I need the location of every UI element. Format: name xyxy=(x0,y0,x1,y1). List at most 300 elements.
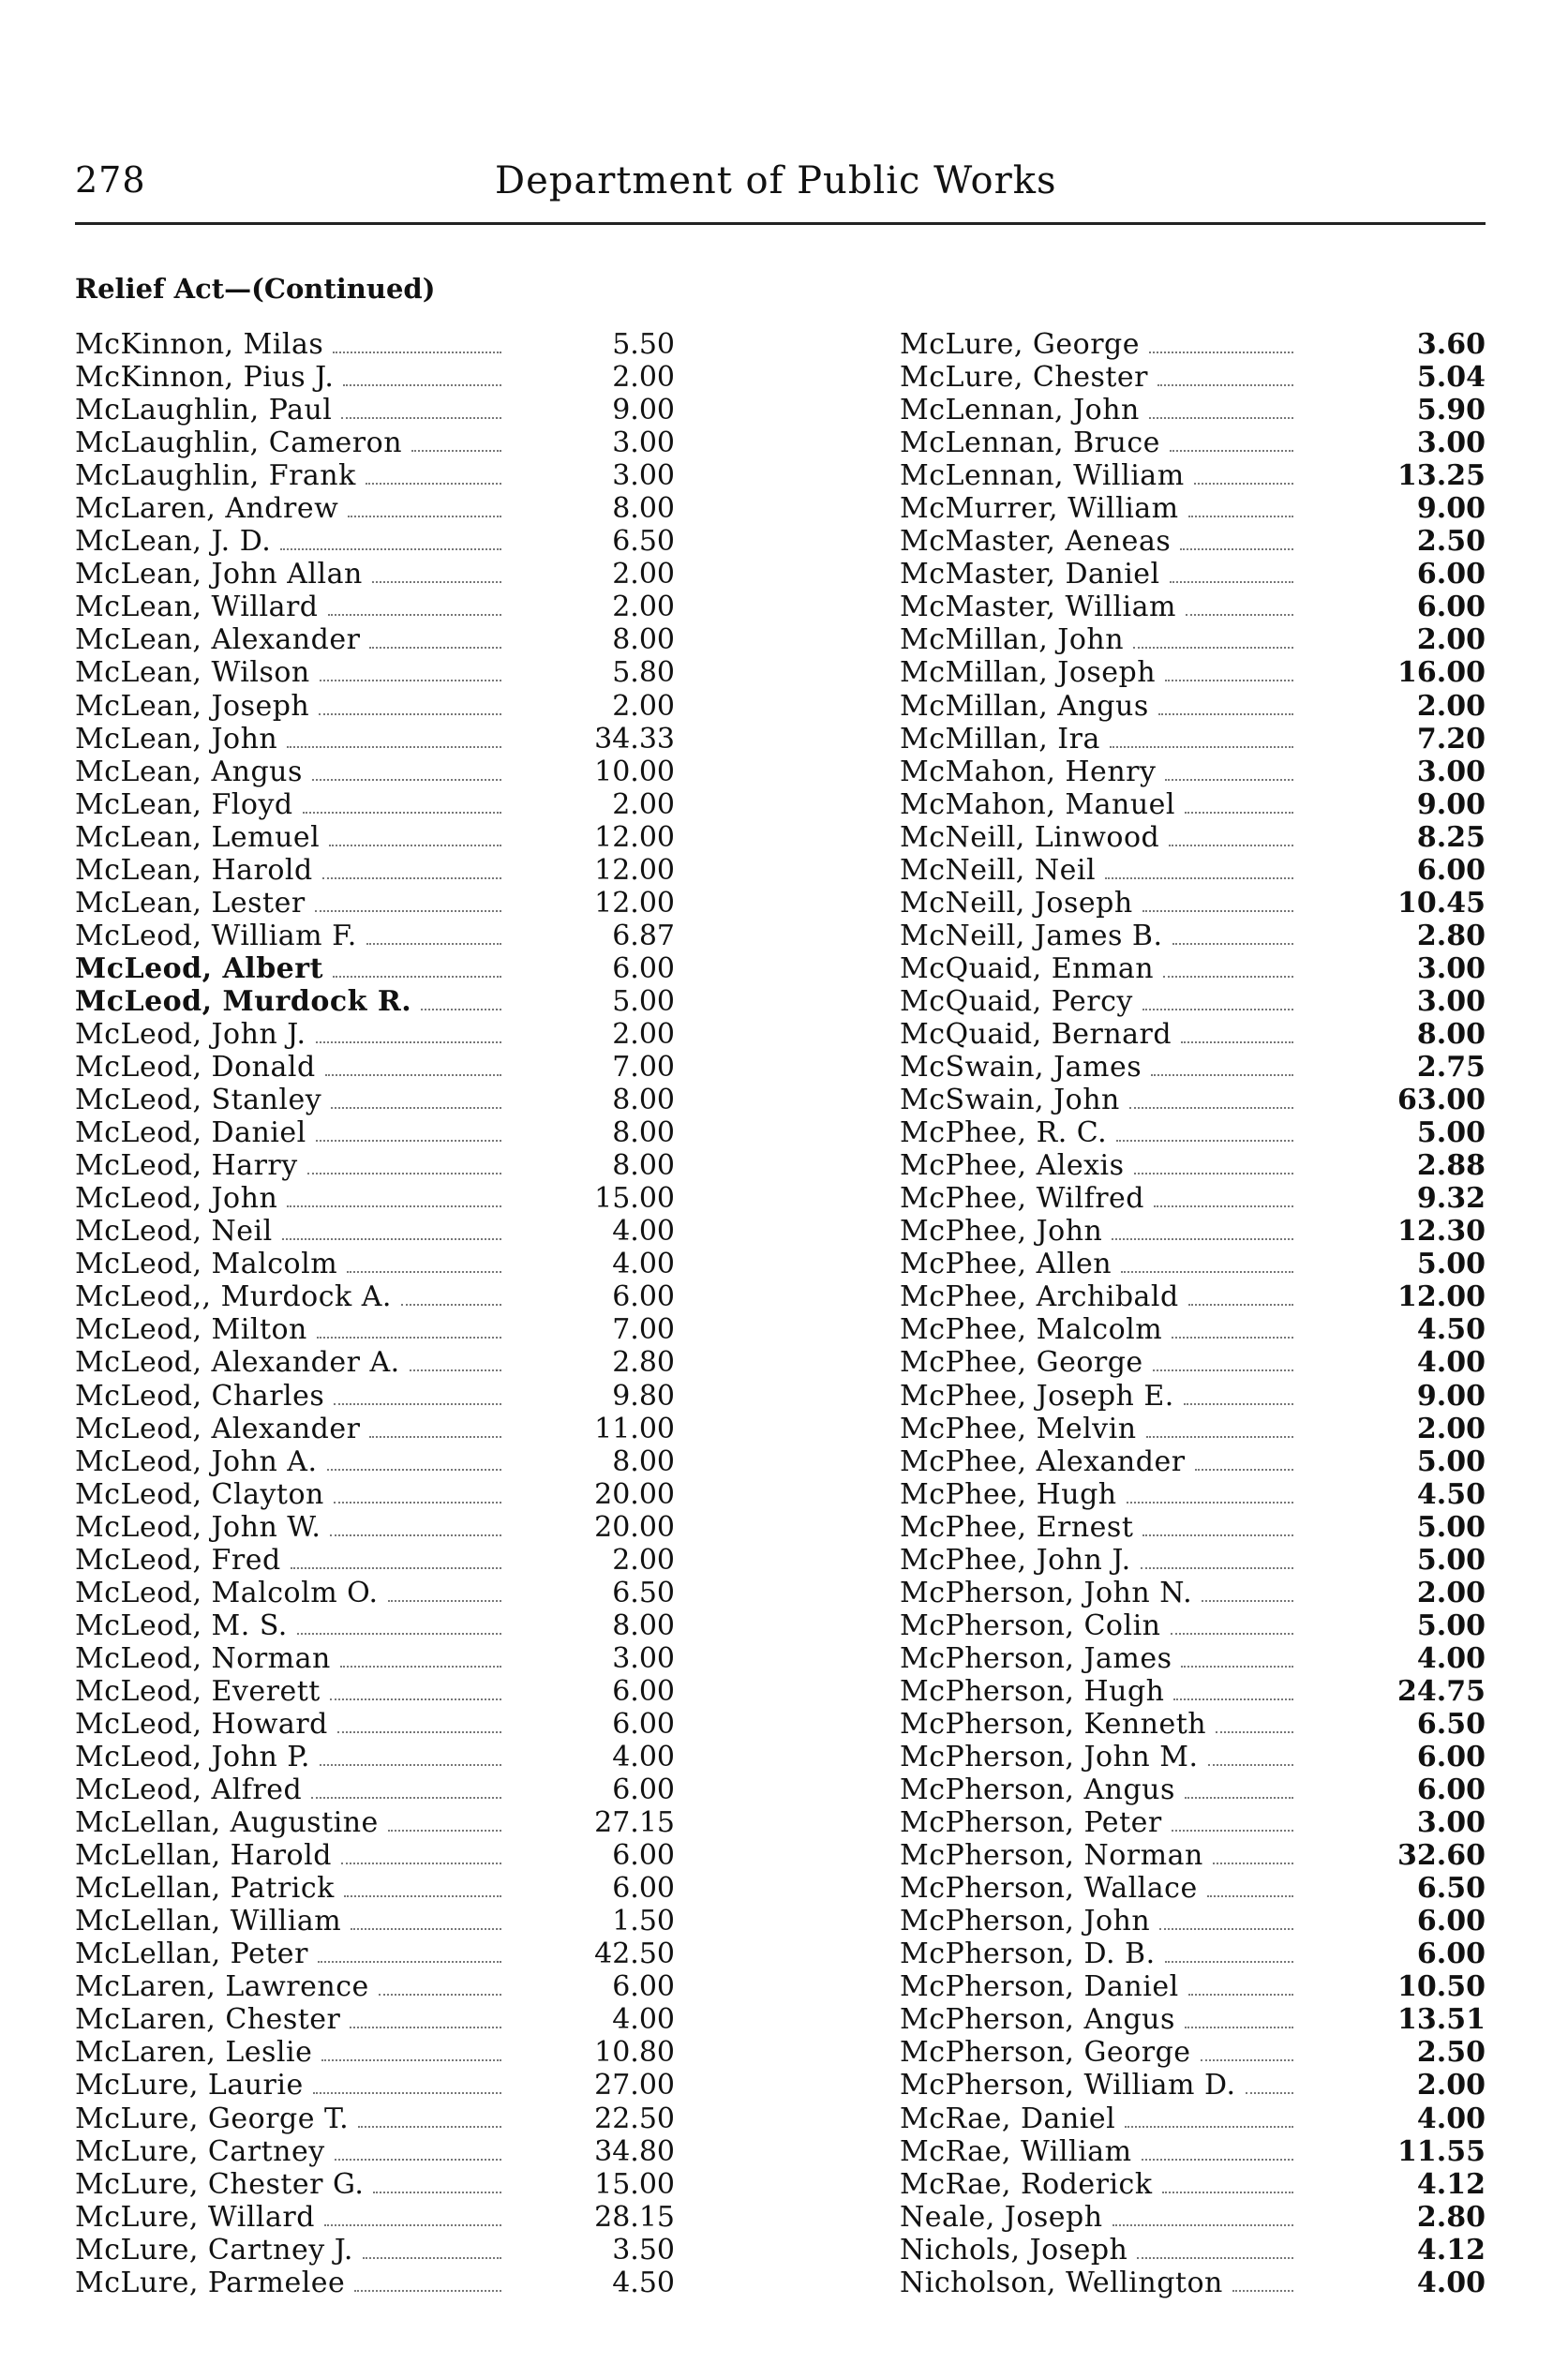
entry-name: McPhee, Malcolm xyxy=(900,1313,1163,1347)
leader-dots xyxy=(1185,2027,1293,2028)
entry-amount: 4.00 xyxy=(1416,2266,1486,2299)
entry-amount: 42.50 xyxy=(594,1938,675,1971)
entry-amount: 6.00 xyxy=(1416,558,1486,591)
entry-name: McLean, J. D. xyxy=(75,525,272,559)
leader-dots xyxy=(1172,943,1293,945)
leader-dots xyxy=(363,2257,501,2259)
entry-amount: 2.00 xyxy=(1416,623,1486,657)
list-item xyxy=(75,2234,675,2267)
leader-dots xyxy=(366,943,501,945)
list-item xyxy=(75,656,675,689)
entry-name: McLure, Cartney xyxy=(75,2134,325,2168)
entry-amount: 13.25 xyxy=(1397,459,1486,493)
entry-name: McLeod, Clayton xyxy=(75,1477,324,1511)
entry-amount: 3.00 xyxy=(612,426,675,460)
page-title: Department of Public Works xyxy=(495,159,1057,202)
leader-dots xyxy=(1141,1567,1293,1569)
leader-dots xyxy=(388,1600,501,1602)
entry-amount: 5.00 xyxy=(1416,1510,1486,1544)
entry-amount: 8.00 xyxy=(612,1608,675,1642)
entry-amount: 5.00 xyxy=(1416,1444,1486,1478)
leader-dots xyxy=(329,845,501,846)
list-item xyxy=(75,2003,675,2036)
entry-name: McLeod, Malcolm xyxy=(75,1248,338,1281)
leader-dots xyxy=(282,1238,501,1240)
leader-dots xyxy=(358,2126,501,2128)
entry-name: McNeill, James B. xyxy=(900,919,1163,952)
list-item xyxy=(75,492,675,525)
entry-amount: 63.00 xyxy=(1397,1084,1486,1117)
leader-dots xyxy=(291,1567,501,1569)
entry-name: McLean, Angus xyxy=(75,755,303,788)
entry-amount: 8.00 xyxy=(612,1116,675,1150)
leader-dots xyxy=(1142,2159,1293,2161)
leader-dots xyxy=(1151,1074,1293,1076)
entry-name: McMahon, Henry xyxy=(900,755,1157,788)
entry-name: McLaughlin, Paul xyxy=(75,394,333,427)
entry-amount: 22.50 xyxy=(594,2102,675,2135)
entry-amount: 2.00 xyxy=(612,558,675,591)
leader-dots xyxy=(1163,976,1293,978)
entry-name: McLeod, John J. xyxy=(75,1017,306,1051)
entry-name: McLure, Chester xyxy=(900,361,1149,395)
entry-amount: 12.00 xyxy=(594,820,675,854)
list-item xyxy=(75,1642,675,1675)
leader-dots xyxy=(1171,1633,1293,1635)
list-item xyxy=(900,1675,1486,1708)
entry-name: McLaughlin, Cameron xyxy=(75,426,403,460)
leader-dots xyxy=(315,910,501,912)
leader-dots xyxy=(347,1271,501,1273)
list-item xyxy=(75,1938,675,1970)
entry-amount: 2.50 xyxy=(1416,525,1486,559)
entry-amount: 15.00 xyxy=(594,2167,675,2201)
leader-dots xyxy=(327,1469,501,1471)
list-item xyxy=(900,558,1486,591)
entry-name: McLaren, Lawrence xyxy=(75,1970,369,2004)
leader-dots xyxy=(373,2192,501,2193)
entry-amount: 27.00 xyxy=(594,2069,675,2102)
leader-dots xyxy=(379,1994,501,1996)
list-item xyxy=(900,1577,1486,1609)
list-item xyxy=(75,361,675,394)
list-item xyxy=(75,394,675,426)
list-item xyxy=(900,1544,1486,1577)
entry-amount: 1.50 xyxy=(612,1905,675,1938)
leader-dots xyxy=(1181,1666,1293,1668)
entry-amount: 27.15 xyxy=(594,1806,675,1840)
list-item xyxy=(900,2168,1486,2201)
list-item xyxy=(900,2234,1486,2267)
leader-dots xyxy=(333,976,501,978)
leader-dots xyxy=(1121,1271,1293,1273)
leader-dots xyxy=(1129,1107,1293,1109)
leader-dots xyxy=(318,1961,501,1963)
list-item xyxy=(900,1084,1486,1116)
entry-amount: 6.50 xyxy=(1416,1707,1486,1741)
list-item xyxy=(75,985,675,1018)
list-item xyxy=(900,525,1486,558)
entry-amount: 8.00 xyxy=(1416,1017,1486,1051)
entry-name: McLeod, Fred xyxy=(75,1543,281,1577)
entry-name: McLean, Joseph xyxy=(75,689,310,723)
entry-name: McPherson, Peter xyxy=(900,1806,1162,1840)
list-item xyxy=(900,985,1486,1018)
leader-dots xyxy=(1116,1140,1293,1142)
leader-dots xyxy=(1142,910,1293,912)
entry-name: McLeod, Harry xyxy=(75,1149,298,1183)
entry-amount: 2.00 xyxy=(1416,1576,1486,1609)
leader-dots xyxy=(1142,1009,1293,1010)
list-item xyxy=(75,1445,675,1478)
entry-amount: 34.33 xyxy=(594,722,675,756)
list-item xyxy=(75,854,675,887)
entry-name: McLennan, John xyxy=(900,394,1140,427)
entry-amount: 6.00 xyxy=(1416,591,1486,624)
list-item xyxy=(900,1511,1486,1544)
page-number: 278 xyxy=(75,159,146,201)
entry-name: McLure, Chester G. xyxy=(75,2167,365,2201)
entry-name: McKinnon, Pius J. xyxy=(75,361,335,395)
entry-name: McLean, John xyxy=(75,722,278,756)
entry-amount: 6.00 xyxy=(1416,1741,1486,1774)
entry-name: McLeod, Neil xyxy=(75,1215,273,1249)
list-item xyxy=(75,2069,675,2102)
entry-name: McPhee, Alexander xyxy=(900,1444,1186,1478)
leader-dots xyxy=(369,1436,501,1438)
right-column xyxy=(900,328,1486,2299)
list-item xyxy=(900,1116,1486,1149)
entry-amount: 8.00 xyxy=(612,1084,675,1117)
entry-name: McPherson, William D. xyxy=(900,2069,1236,2102)
entry-name: McPherson, James xyxy=(900,1641,1172,1675)
leader-dots xyxy=(1169,845,1293,846)
list-item xyxy=(75,1413,675,1445)
entry-amount: 9.00 xyxy=(1416,1379,1486,1413)
leader-dots xyxy=(1158,713,1293,715)
list-item xyxy=(75,591,675,623)
entry-amount: 5.50 xyxy=(612,328,675,361)
entry-name: McLeod, Everett xyxy=(75,1674,321,1708)
list-item xyxy=(900,788,1486,821)
list-item xyxy=(75,952,675,985)
entry-amount: 2.00 xyxy=(1416,2069,1486,2102)
entry-name: McPhee, Ernest xyxy=(900,1510,1134,1544)
entry-name: McLaughlin, Frank xyxy=(75,459,356,493)
leader-dots xyxy=(330,1534,501,1536)
entry-amount: 11.00 xyxy=(594,1412,675,1445)
list-item xyxy=(900,1970,1486,2003)
leader-dots xyxy=(344,1895,501,1897)
entry-name: McMahon, Manuel xyxy=(900,787,1175,821)
entry-amount: 4.00 xyxy=(612,1741,675,1774)
list-item xyxy=(75,623,675,656)
leader-dots xyxy=(410,1369,501,1371)
entry-name: McLean, Willard xyxy=(75,591,319,624)
list-item xyxy=(75,2036,675,2069)
entry-name: McMaster, William xyxy=(900,591,1176,624)
list-item xyxy=(900,459,1486,492)
entry-amount: 5.00 xyxy=(1416,1608,1486,1642)
section-title: Relief Act—(Continued) xyxy=(75,273,436,305)
entry-name: McPhee, George xyxy=(900,1346,1143,1380)
entry-name: McLean, Alexander xyxy=(75,623,361,657)
entry-amount: 2.00 xyxy=(612,1543,675,1577)
list-item xyxy=(75,1741,675,1773)
entry-amount: 5.00 xyxy=(1416,1116,1486,1150)
entry-amount: 15.00 xyxy=(594,1182,675,1216)
entry-amount: 9.00 xyxy=(612,394,675,427)
leader-dots xyxy=(348,516,501,517)
leader-dots xyxy=(1184,1403,1293,1405)
entry-name: McLeod, John xyxy=(75,1182,278,1216)
list-item xyxy=(900,1313,1486,1346)
entry-name: McLeod, Norman xyxy=(75,1641,331,1675)
list-item xyxy=(75,1313,675,1346)
list-item xyxy=(900,1905,1486,1938)
leader-dots xyxy=(1159,1928,1293,1930)
entry-amount: 20.00 xyxy=(594,1510,675,1544)
entry-amount: 5.80 xyxy=(612,656,675,690)
leader-dots xyxy=(411,450,501,452)
leader-dots xyxy=(333,352,501,353)
entry-amount: 12.00 xyxy=(594,886,675,920)
entry-name: McPherson, D. B. xyxy=(900,1938,1156,1971)
list-item xyxy=(75,2102,675,2135)
list-item xyxy=(900,1413,1486,1445)
entry-amount: 6.00 xyxy=(1416,1905,1486,1938)
list-item xyxy=(900,1642,1486,1675)
entry-name: McQuaid, Percy xyxy=(900,984,1133,1018)
entry-name: McLaren, Chester xyxy=(75,2003,341,2037)
list-item xyxy=(75,2135,675,2168)
list-item xyxy=(900,623,1486,656)
entry-name: McPhee, Wilfred xyxy=(900,1182,1145,1216)
list-item xyxy=(75,1018,675,1051)
entry-name: McNeill, Linwood xyxy=(900,820,1160,854)
entry-name: McLure, Parmelee xyxy=(75,2266,346,2299)
list-item xyxy=(900,2201,1486,2234)
list-item xyxy=(75,887,675,920)
list-item xyxy=(900,2069,1486,2102)
leader-dots xyxy=(316,1140,501,1142)
entry-name: McLean, Lemuel xyxy=(75,820,321,854)
list-item xyxy=(75,1544,675,1577)
entry-amount: 9.00 xyxy=(1416,787,1486,821)
list-item xyxy=(900,1708,1486,1741)
list-item xyxy=(75,2168,675,2201)
leader-dots xyxy=(1127,1502,1293,1504)
entry-name: McLeod, Charles xyxy=(75,1379,325,1413)
entry-name: McSwain, James xyxy=(900,1051,1142,1085)
entry-amount: 9.00 xyxy=(1416,492,1486,526)
entry-name: McMillan, John xyxy=(900,623,1125,657)
entry-name: McMurrer, William xyxy=(900,492,1179,526)
entry-amount: 5.00 xyxy=(1416,1543,1486,1577)
entry-name: McLeod, William F. xyxy=(75,919,357,952)
entry-amount: 34.80 xyxy=(594,2134,675,2168)
leader-dots xyxy=(1165,779,1293,781)
entry-amount: 9.80 xyxy=(612,1379,675,1413)
entry-amount: 3.00 xyxy=(1416,1806,1486,1840)
entry-name: McLeod,, Murdock A. xyxy=(75,1280,392,1314)
page-header xyxy=(75,159,1481,216)
leader-dots xyxy=(321,2059,501,2061)
leader-dots xyxy=(287,1205,501,1207)
leader-dots xyxy=(1202,1600,1293,1602)
leader-dots xyxy=(303,812,501,814)
entry-name: McLure, Willard xyxy=(75,2200,315,2234)
leader-dots xyxy=(1133,647,1293,649)
entry-name: McLellan, Harold xyxy=(75,1839,332,1873)
leader-dots xyxy=(1125,2126,1293,2128)
entry-amount: 6.00 xyxy=(612,1674,675,1708)
leader-dots xyxy=(1149,352,1293,353)
leader-dots xyxy=(1110,746,1293,748)
leader-dots xyxy=(341,1863,501,1864)
entry-amount: 3.50 xyxy=(612,2233,675,2267)
leader-dots xyxy=(1165,1961,1293,1963)
entry-amount: 20.00 xyxy=(594,1477,675,1511)
list-item xyxy=(75,788,675,821)
entry-amount: 4.00 xyxy=(1416,1346,1486,1380)
list-item xyxy=(75,1084,675,1116)
entry-name: McLellan, Patrick xyxy=(75,1872,335,1906)
entry-amount: 2.50 xyxy=(1416,2036,1486,2070)
entry-amount: 9.32 xyxy=(1416,1182,1486,1216)
entry-amount: 8.00 xyxy=(612,492,675,526)
entry-amount: 4.12 xyxy=(1416,2167,1486,2201)
entry-amount: 6.50 xyxy=(612,1576,675,1609)
leader-dots xyxy=(1246,2092,1293,2094)
list-item xyxy=(75,1215,675,1248)
list-item xyxy=(75,1872,675,1905)
entry-amount: 2.75 xyxy=(1416,1051,1486,1085)
entry-amount: 5.00 xyxy=(612,984,675,1018)
leader-dots xyxy=(1207,1895,1293,1897)
entry-name: McLean, John Allan xyxy=(75,558,363,591)
list-item xyxy=(900,2003,1486,2036)
leader-dots xyxy=(319,713,501,715)
entry-name: McPherson, Norman xyxy=(900,1839,1203,1873)
entry-amount: 11.55 xyxy=(1397,2134,1486,2168)
leader-dots xyxy=(1180,548,1293,550)
list-item xyxy=(75,1511,675,1544)
entry-name: McLeod, Milton xyxy=(75,1313,307,1347)
entry-name: McPherson, Angus xyxy=(900,1773,1175,1807)
leader-dots xyxy=(1165,680,1293,681)
leader-dots xyxy=(1112,1238,1293,1240)
entry-name: McLean, Floyd xyxy=(75,787,293,821)
entry-name: McPhee, Archibald xyxy=(900,1280,1179,1314)
list-item xyxy=(75,1675,675,1708)
leader-dots xyxy=(340,1666,501,1668)
entry-name: McLeod, Malcolm O. xyxy=(75,1576,379,1609)
leader-dots xyxy=(307,1173,501,1175)
entry-name: McPherson, George xyxy=(900,2036,1191,2070)
list-item xyxy=(900,1478,1486,1511)
entry-name: McPhee, John xyxy=(900,1215,1103,1249)
entry-name: McRae, Roderick xyxy=(900,2167,1153,2201)
entry-amount: 6.00 xyxy=(612,951,675,985)
entry-name: McNeill, Joseph xyxy=(900,886,1133,920)
entry-amount: 10.50 xyxy=(1397,1970,1486,2004)
list-item xyxy=(75,1577,675,1609)
list-item xyxy=(900,1182,1486,1215)
leader-dots xyxy=(1172,1337,1293,1339)
entry-name: McLeod, Howard xyxy=(75,1707,328,1741)
entry-amount: 3.00 xyxy=(1416,426,1486,460)
entry-name: McLure, George T. xyxy=(75,2102,350,2135)
list-item xyxy=(75,920,675,952)
entry-amount: 2.80 xyxy=(1416,919,1486,952)
leader-dots xyxy=(366,483,501,485)
leader-dots xyxy=(334,1502,501,1504)
leader-dots xyxy=(312,779,501,781)
leader-dots xyxy=(297,1633,501,1635)
list-item xyxy=(75,558,675,591)
leader-dots xyxy=(313,2092,501,2094)
entry-amount: 4.50 xyxy=(1416,1313,1486,1347)
list-item xyxy=(75,1905,675,1938)
leader-dots xyxy=(369,647,501,649)
entry-name: McPhee, Hugh xyxy=(900,1477,1117,1511)
list-item xyxy=(75,1182,675,1215)
entry-name: McPherson, John N. xyxy=(900,1576,1193,1609)
leader-dots xyxy=(1232,2290,1293,2292)
leader-dots xyxy=(341,417,501,419)
list-item xyxy=(900,1346,1486,1379)
leader-dots xyxy=(1153,1369,1293,1371)
leader-dots xyxy=(1195,1469,1293,1471)
entry-name: McPhee, Joseph E. xyxy=(900,1379,1174,1413)
entry-amount: 4.50 xyxy=(612,2266,675,2299)
entry-amount: 6.50 xyxy=(1416,1872,1486,1906)
entry-amount: 6.00 xyxy=(612,1970,675,2004)
entry-name: McMaster, Daniel xyxy=(900,558,1160,591)
entry-amount: 2.00 xyxy=(612,689,675,723)
entry-name: McLellan, Peter xyxy=(75,1938,308,1971)
entry-name: McQuaid, Enman xyxy=(900,951,1155,985)
list-item xyxy=(75,1380,675,1413)
list-item xyxy=(75,459,675,492)
leader-dots xyxy=(1194,483,1293,485)
leader-dots xyxy=(337,1731,501,1733)
leader-dots xyxy=(1172,1830,1293,1832)
list-item xyxy=(900,756,1486,788)
entry-name: McLeod, John W. xyxy=(75,1510,321,1544)
entry-name: McPherson, Wallace xyxy=(900,1872,1198,1906)
entry-name: McLellan, William xyxy=(75,1905,342,1938)
leader-dots xyxy=(1185,812,1293,814)
entry-name: McPherson, Kenneth xyxy=(900,1707,1207,1741)
entry-name: McLean, Lester xyxy=(75,886,306,920)
list-item xyxy=(75,525,675,558)
leader-dots xyxy=(1181,1041,1293,1043)
entry-amount: 10.45 xyxy=(1397,886,1486,920)
entry-amount: 2.00 xyxy=(612,787,675,821)
entry-name: McRae, William xyxy=(900,2134,1132,2168)
leader-dots xyxy=(1137,2257,1293,2259)
list-item xyxy=(75,821,675,854)
entry-name: McPhee, Allen xyxy=(900,1248,1113,1281)
entry-name: McPherson, Daniel xyxy=(900,1970,1179,2004)
leader-dots xyxy=(311,1797,501,1799)
entry-name: McLeod, Murdock R. xyxy=(75,984,412,1018)
list-item xyxy=(75,1149,675,1182)
leader-dots xyxy=(320,680,501,681)
list-item xyxy=(75,1346,675,1379)
